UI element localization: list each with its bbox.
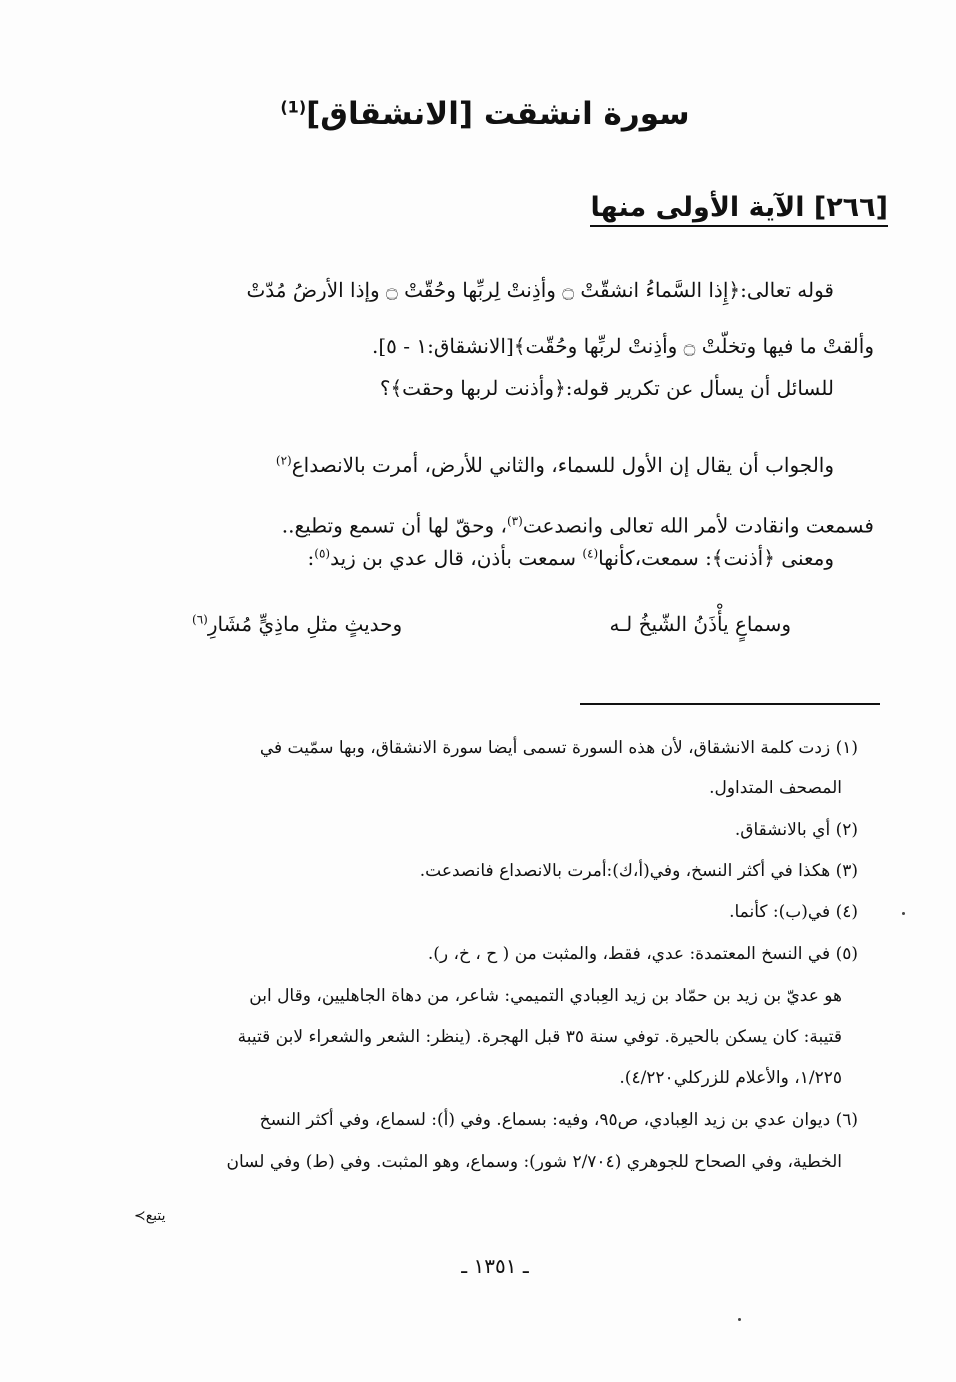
meaning-line: [308, 546, 835, 570]
paragraph-line: وألقتْ ما فيها وتخلّتْ ۝ وأذِنتْ لربِّها وحُقّت﴾[الانشقاق:١ - ٥].: [371, 334, 874, 358]
footnote-6: (٦) ديوان عدي بن زيد العِبادي، ص٩٥، وفيه: بسماع. وفي (أ): لسماع، وفي أكثر النسخ: [259, 1110, 858, 1130]
scan-speck: [738, 1318, 741, 1321]
footnote-ref: (٤): [582, 546, 599, 561]
surah-title: [280, 96, 690, 132]
answer-text: ، وحقّ لها أن تسمع وتطيع..: [281, 513, 507, 538]
footnote-ref: (٦): [192, 612, 208, 627]
paragraph-line: [138, 493, 874, 554]
answer-text: والجواب أن يقال إن الأول للسماء، والثاني للأرض، أمرت بالانصداع: [291, 452, 834, 477]
verse-first-hemistich: وسماعٍ يأْذَنُ الشّيخُ لـه: [609, 612, 791, 636]
footnote-5-cont: هو عديّ بن زيد بن حمّاد بن زيد العِبادي التميمي: شاعر، من دهاة الجاهليين، وقال ابن: [249, 986, 842, 1006]
question-line: للسائل أن يسأل عن تكرير قوله:﴿وأذنت لربها وحقت﴾؟: [379, 376, 834, 400]
verse-text: وحديثٍ مثلِ ماذِيٍّ مُشَارِ: [207, 612, 403, 636]
meaning-text: :: [307, 546, 315, 570]
footnote-ref: (٢): [275, 453, 292, 467]
footnote-5-cont: قتيبة: كان يسكن بالحيرة. توفي سنة ٣٥ قبل الهجرة. (ينظر: الشعر والشعراء لابن قتيبة: [237, 1027, 842, 1047]
footnote-5: (٥) في النسخ المعتمدة: عدي، فقط، والمثبت من ( ح ، خ، ر).: [427, 944, 858, 964]
footnote-ref: (1): [280, 97, 307, 117]
answer-paragraph: [138, 432, 874, 553]
footnote-1-cont: المصحف المتداول.: [709, 778, 842, 798]
paragraph-line: قوله تعالى:﴿إِذا السَّماءُ انشقّتْ ۝ وأذِنتْ لِربِّها وحُقّتْ ۝ وإذا الأرضُ مُدّتْ: [246, 278, 834, 302]
footnote-separator: [580, 703, 880, 705]
footnote-2: (٢) أي بالانشقاق.: [734, 820, 858, 840]
footnote-ref: (٥): [314, 546, 331, 561]
footnote-1: (١) زدت كلمة الانشقاق، لأن هذه السورة تسمى أيضا سورة الانشقاق، وبها سمّيت في: [259, 738, 858, 758]
answer-text: فسمعت وانقادت لأمر الله تعالى وانصدعت: [522, 513, 874, 538]
footnote-3: (٣) هكذا في أكثر النسخ، وفي(أ،ك):أمرت بالانصداع فانصدعت.: [419, 861, 858, 881]
footnote-6-cont: الخطية، وفي الصحاح للجوهري (٢/٧٠٤ شور): وسماع، وهو المثبت. وفي (ط) وفي لسان: [226, 1152, 842, 1172]
section-heading: [٢٦٦] الآية الأولى منها: [590, 192, 888, 227]
paragraph-line: [276, 453, 834, 477]
surah-title-text: سورة انشقت [الانشقاق]: [306, 96, 690, 132]
continuation-mark: يتبع≻: [134, 1208, 166, 1224]
scan-speck: [902, 912, 905, 915]
footnote-ref: (٣): [506, 513, 523, 528]
meaning-text: سمعت بأذن، قال عدي بن زيد: [330, 546, 583, 570]
footnote-5-cont: ١/٢٢٥، والأعلام للزركلي٤/٢٢٠).: [619, 1068, 842, 1088]
footnote-4: (٤) في(ب): كأنما.: [729, 902, 858, 922]
verse-second-hemistich: [192, 612, 402, 636]
meaning-text: ومعنى ﴿أذنت﴾: سمعت،كأنها: [598, 546, 834, 570]
quran-quote-paragraph: [138, 262, 874, 374]
page-number: ـ ١٣٥١ ـ: [461, 1254, 529, 1278]
